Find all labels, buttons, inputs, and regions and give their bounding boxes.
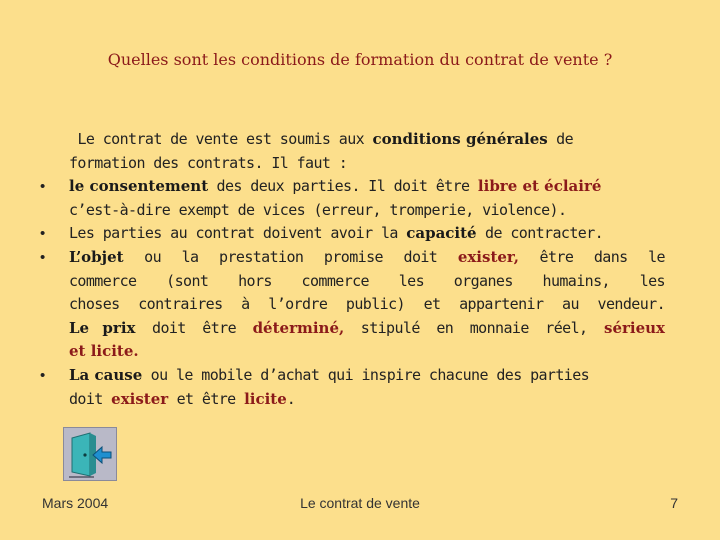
bullet-3-bold-2: Le prix <box>69 318 136 337</box>
bullet-3-red: exister, <box>457 247 519 266</box>
slide-body <box>40 128 665 411</box>
bullet-3-text-4: choses contraires à l’ordre public) et appartenir au vendeur. <box>69 295 665 314</box>
bullet-3-text-5: doit être <box>135 318 253 337</box>
intro-text-end: de <box>547 130 574 148</box>
exit-door-arrow-icon <box>64 428 116 480</box>
bullet-3-text-6: stipulé en monnaie réel, <box>344 318 605 337</box>
bullet-dot: • <box>40 225 45 243</box>
bullet-3-text-3: commerce (sont hors commerce les organes humains, les <box>69 271 665 290</box>
exit-button[interactable] <box>63 427 117 481</box>
bullet-1-text-2: c’est-à-dire exempt de vices (erreur, tromperie, violence). <box>69 200 567 219</box>
bullet-3-bold: L’objet <box>69 247 124 266</box>
intro-line-1 <box>40 128 665 152</box>
bullet-3-line-3 <box>40 293 665 317</box>
bullet-3-line-4 <box>40 317 665 341</box>
bullet-3-text-2: être dans le <box>518 247 665 266</box>
intro-line-2 <box>40 152 665 176</box>
bullet-1-bold: le consentement <box>69 177 209 196</box>
bullet-4-text: ou le mobile d’achat qui inspire chacune des parties <box>142 365 590 384</box>
slide-title: Quelles sont les conditions de formation du contrat de vente ? <box>107 50 613 69</box>
bullet-1-text: des deux parties. Il doit être <box>208 177 478 196</box>
bullet-3-text: ou la prestation promise doit <box>123 247 458 266</box>
bullet-dot: • <box>40 366 45 384</box>
bullet-4-line-2 <box>40 388 665 412</box>
bullet-2-bold: capacité <box>406 224 477 243</box>
bullet-4-text-4: . <box>286 389 296 408</box>
bullet-3-red-3: sérieux <box>604 318 665 337</box>
bullet-4-text-3: et être <box>168 389 245 408</box>
bullet-4-red: exister <box>111 389 169 408</box>
bullet-3-line-1 <box>40 246 665 270</box>
bullet-4-bold: La cause <box>69 365 143 384</box>
bullet-dot: • <box>40 248 45 266</box>
bullet-3-red-2: déterminé, <box>252 318 345 337</box>
intro-bold: conditions générales <box>372 130 548 148</box>
bullet-1-line-2 <box>40 199 665 223</box>
bullet-1-red: libre et éclairé <box>477 177 602 196</box>
bullet-4-text-2: doit <box>69 389 112 408</box>
intro-text-2: formation des contrats. Il faut : <box>69 153 348 172</box>
bullet-2-line-1 <box>40 222 665 246</box>
bullet-4-red-2: licite <box>244 389 287 408</box>
footer-title: Le contrat de vente <box>300 495 420 511</box>
footer-date: Mars 2004 <box>42 495 109 511</box>
intro-text: Le contrat de vente est soumis aux <box>77 130 373 148</box>
footer-page-number: 7 <box>670 495 678 511</box>
bullet-2-text-2: de contracter. <box>476 224 604 243</box>
bullet-4-line-1 <box>40 364 665 388</box>
bullet-1-line-1 <box>40 175 665 199</box>
bullet-2-text: Les parties au contrat doivent avoir la <box>69 224 407 243</box>
bullet-dot: • <box>40 178 45 196</box>
bullet-3-red-4: et licite. <box>69 342 139 361</box>
bullet-3-line-2 <box>40 270 665 294</box>
bullet-3-line-5 <box>40 340 665 364</box>
